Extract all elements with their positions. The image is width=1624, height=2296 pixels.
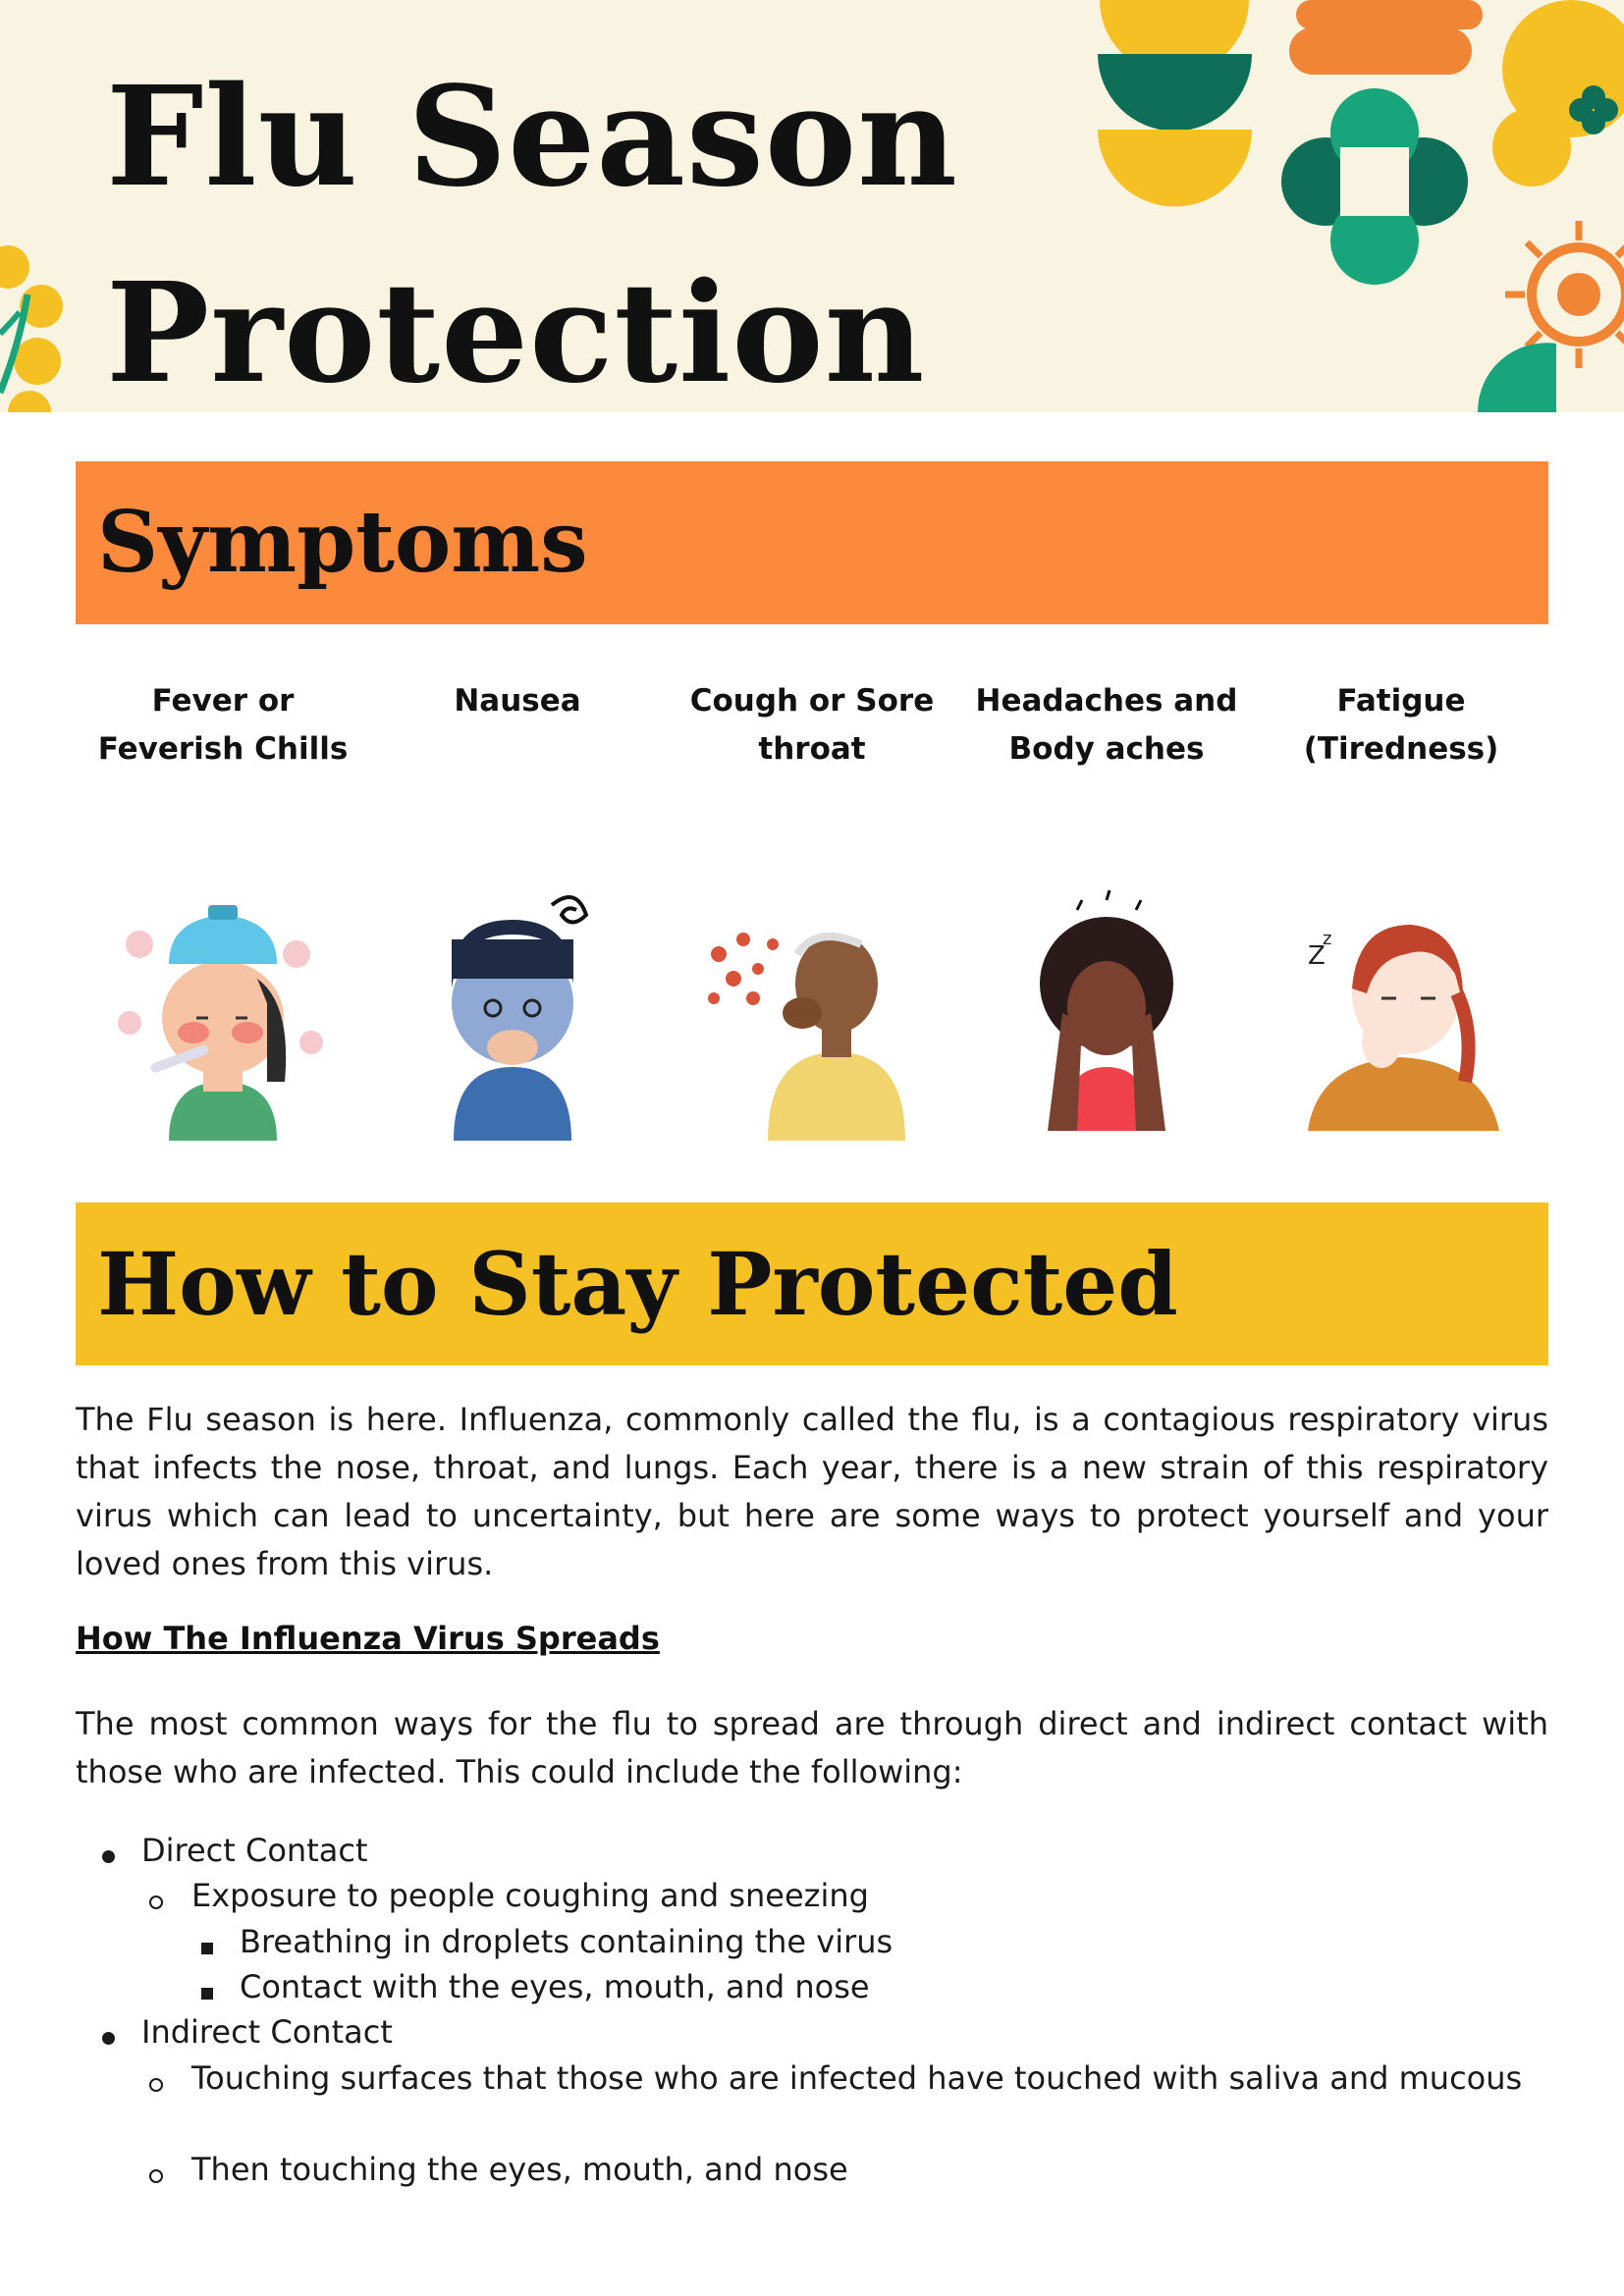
coughing-person-icon <box>699 885 925 1141</box>
list-item: Breathing in droplets containing the virus <box>240 1923 893 1960</box>
list-item: Direct Contact <box>141 1832 368 1869</box>
symptom-item <box>1254 677 1548 1141</box>
clover-icon <box>1281 88 1468 285</box>
symptom-label: Nausea <box>454 683 581 719</box>
page-header <box>0 0 1624 412</box>
symptom-label: Cough or Sore throat <box>689 683 935 767</box>
symptom-item <box>370 677 665 1141</box>
list-item: Contact with the eyes, mouth, and nose <box>240 1968 870 2005</box>
symptom-label: Headaches and Body aches <box>975 683 1238 767</box>
spread-subheading: How The Influenza Virus Spreads <box>76 1620 660 1657</box>
symptom-label: Fatigue (Tiredness) <box>1303 683 1499 767</box>
sun-icon <box>1505 221 1624 368</box>
spread-paragraph: The most common ways for the flu to spread are through direct and indirect contact with those who are infected. This could include the following: <box>76 1705 1548 1790</box>
corner-flower-icon <box>1492 0 1624 187</box>
intro-paragraph: The Flu season is here. Influenza, commonly called the flu, is a contagious respiratory virus that infects the nose, throat, and lungs. Each year, there is a new strain of this respiratory virus which can lead to uncertainty, but here are some ways to protect yourself and your loved ones from this virus. <box>76 1401 1548 1582</box>
symptom-item <box>665 677 959 1141</box>
list-item: Exposure to people coughing and sneezing <box>191 1877 869 1914</box>
bullet <box>201 1943 213 1954</box>
protection-heading: How to Stay Protected <box>97 1233 1178 1335</box>
tired-person-icon <box>1288 885 1514 1141</box>
half-circles-icon <box>1098 0 1252 207</box>
green-quarter-icon <box>1478 343 1556 412</box>
nausea-person-icon <box>405 885 630 1141</box>
symptom-item <box>959 677 1254 1141</box>
protection-banner <box>76 1202 1548 1365</box>
list-item: Touching surfaces that those who are infected have touched with saliva and mucous <box>191 2059 1523 2097</box>
left-flower-icon <box>0 245 63 412</box>
symptom-item <box>76 677 370 1141</box>
bullet <box>201 1988 213 2000</box>
orange-scallops-icon <box>1289 0 1483 75</box>
bullet <box>149 1896 163 1909</box>
bullet <box>149 2169 163 2183</box>
svg-text:Z: Z <box>1308 941 1326 971</box>
svg-text:z: z <box>1323 929 1332 949</box>
headache-person-icon <box>994 885 1219 1141</box>
bullet <box>149 2078 163 2092</box>
bullet <box>102 2032 115 2045</box>
bullet <box>102 1850 115 1863</box>
symptoms-heading: Symptoms <box>97 493 588 592</box>
symptom-list <box>76 677 1548 1141</box>
page-title: Flu Season Protection <box>106 57 958 412</box>
symptom-label: Fever or Feverish Chills <box>97 683 349 767</box>
fever-person-icon <box>110 885 336 1141</box>
list-item: Indirect Contact <box>141 2013 393 2051</box>
symptoms-banner <box>76 461 1548 624</box>
list-item: Then touching the eyes, mouth, and nose <box>191 2151 848 2188</box>
